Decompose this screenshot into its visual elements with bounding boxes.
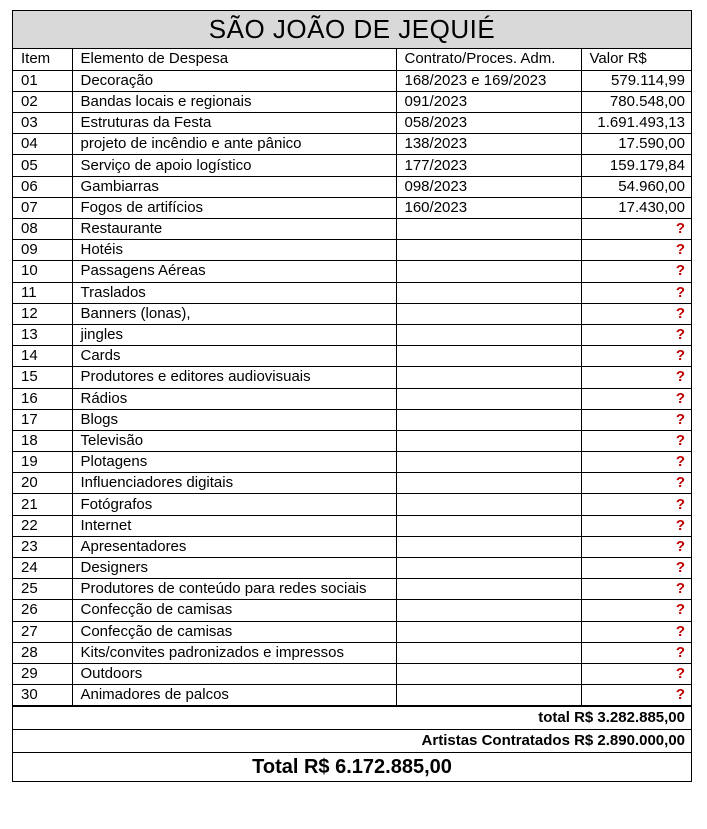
cell-element: Outdoors xyxy=(72,663,396,684)
cell-contract xyxy=(396,642,581,663)
table-row xyxy=(13,70,691,91)
cell-contract xyxy=(396,324,581,345)
cell-item: 15 xyxy=(13,367,72,388)
cell-value: ? xyxy=(581,452,691,473)
cell-item: 22 xyxy=(13,515,72,536)
cell-item: 29 xyxy=(13,663,72,684)
cell-contract xyxy=(396,219,581,240)
cell-element: Bandas locais e regionais xyxy=(72,91,396,112)
cell-contract: 160/2023 xyxy=(396,197,581,218)
cell-element: Restaurante xyxy=(72,219,396,240)
cell-contract xyxy=(396,388,581,409)
expense-table xyxy=(13,49,691,706)
cell-value: 1.691.493,13 xyxy=(581,113,691,134)
cell-value: ? xyxy=(581,303,691,324)
table-row xyxy=(13,558,691,579)
table-row xyxy=(13,579,691,600)
header-value: Valor R$ xyxy=(581,49,691,70)
cell-element: Hotéis xyxy=(72,240,396,261)
cell-value: ? xyxy=(581,642,691,663)
subtotal-row: total R$ 3.282.885,00 xyxy=(13,706,691,729)
table-row xyxy=(13,430,691,451)
table-row xyxy=(13,494,691,515)
cell-value: 780.548,00 xyxy=(581,91,691,112)
cell-contract: 058/2023 xyxy=(396,113,581,134)
cell-value: ? xyxy=(581,663,691,684)
cell-contract xyxy=(396,621,581,642)
cell-item: 16 xyxy=(13,388,72,409)
cell-element: projeto de incêndio e ante pânico xyxy=(72,134,396,155)
cell-value: ? xyxy=(581,473,691,494)
cell-item: 27 xyxy=(13,621,72,642)
table-row xyxy=(13,452,691,473)
cell-element: Confecção de camisas xyxy=(72,621,396,642)
cell-value: 54.960,00 xyxy=(581,176,691,197)
table-row xyxy=(13,346,691,367)
cell-value: 17.430,00 xyxy=(581,197,691,218)
expense-sheet xyxy=(12,10,692,782)
cell-value: ? xyxy=(581,558,691,579)
cell-contract xyxy=(396,346,581,367)
cell-item: 01 xyxy=(13,70,72,91)
table-row xyxy=(13,324,691,345)
cell-value: ? xyxy=(581,621,691,642)
cell-element: Plotagens xyxy=(72,452,396,473)
table-row xyxy=(13,197,691,218)
cell-contract: 098/2023 xyxy=(396,176,581,197)
cell-item: 26 xyxy=(13,600,72,621)
cell-item: 24 xyxy=(13,558,72,579)
cell-value: ? xyxy=(581,579,691,600)
grand-total-row: Total R$ 6.172.885,00 xyxy=(13,752,691,781)
cell-item: 04 xyxy=(13,134,72,155)
cell-item: 12 xyxy=(13,303,72,324)
table-row xyxy=(13,600,691,621)
cell-value: 159.179,84 xyxy=(581,155,691,176)
cell-element: Serviço de apoio logístico xyxy=(72,155,396,176)
cell-item: 28 xyxy=(13,642,72,663)
cell-contract xyxy=(396,430,581,451)
cell-element: Confecção de camisas xyxy=(72,600,396,621)
cell-value: ? xyxy=(581,240,691,261)
table-row xyxy=(13,303,691,324)
cell-element: Designers xyxy=(72,558,396,579)
cell-element: jingles xyxy=(72,324,396,345)
cell-element: Cards xyxy=(72,346,396,367)
cell-value: ? xyxy=(581,346,691,367)
cell-contract xyxy=(396,282,581,303)
cell-element: Fogos de artifícios xyxy=(72,197,396,218)
table-row xyxy=(13,515,691,536)
cell-item: 30 xyxy=(13,685,72,706)
cell-item: 05 xyxy=(13,155,72,176)
cell-element: Televisão xyxy=(72,430,396,451)
cell-contract: 138/2023 xyxy=(396,134,581,155)
cell-contract xyxy=(396,536,581,557)
cell-element: Animadores de palcos xyxy=(72,685,396,706)
cell-contract: 168/2023 e 169/2023 xyxy=(396,70,581,91)
cell-item: 19 xyxy=(13,452,72,473)
cell-contract xyxy=(396,367,581,388)
table-row xyxy=(13,113,691,134)
cell-contract: 177/2023 xyxy=(396,155,581,176)
cell-item: 09 xyxy=(13,240,72,261)
cell-item: 25 xyxy=(13,579,72,600)
table-row xyxy=(13,685,691,706)
cell-value: ? xyxy=(581,536,691,557)
expense-rows xyxy=(13,70,691,706)
header-item: Item xyxy=(13,49,72,70)
cell-item: 21 xyxy=(13,494,72,515)
table-row xyxy=(13,536,691,557)
cell-contract xyxy=(396,473,581,494)
cell-element: Estruturas da Festa xyxy=(72,113,396,134)
table-row xyxy=(13,642,691,663)
cell-contract xyxy=(396,494,581,515)
header-row xyxy=(13,49,691,70)
cell-item: 20 xyxy=(13,473,72,494)
cell-contract xyxy=(396,515,581,536)
cell-contract xyxy=(396,240,581,261)
cell-item: 18 xyxy=(13,430,72,451)
cell-value: ? xyxy=(581,409,691,430)
cell-value: ? xyxy=(581,282,691,303)
cell-element: Traslados xyxy=(72,282,396,303)
cell-value: ? xyxy=(581,494,691,515)
table-row xyxy=(13,367,691,388)
cell-item: 23 xyxy=(13,536,72,557)
cell-item: 07 xyxy=(13,197,72,218)
table-row xyxy=(13,219,691,240)
cell-value: ? xyxy=(581,324,691,345)
cell-contract xyxy=(396,558,581,579)
cell-element: Produtores e editores audiovisuais xyxy=(72,367,396,388)
cell-contract xyxy=(396,579,581,600)
cell-element: Gambiarras xyxy=(72,176,396,197)
cell-value: 579.114,99 xyxy=(581,70,691,91)
cell-contract xyxy=(396,663,581,684)
artists-row: Artistas Contratados R$ 2.890.000,00 xyxy=(13,729,691,752)
cell-value: ? xyxy=(581,685,691,706)
cell-element: Rádios xyxy=(72,388,396,409)
table-row xyxy=(13,409,691,430)
cell-element: Fotógrafos xyxy=(72,494,396,515)
cell-value: ? xyxy=(581,367,691,388)
cell-contract xyxy=(396,452,581,473)
header-element: Elemento de Despesa xyxy=(72,49,396,70)
table-row xyxy=(13,663,691,684)
table-row xyxy=(13,134,691,155)
table-row xyxy=(13,282,691,303)
cell-item: 14 xyxy=(13,346,72,367)
cell-value: ? xyxy=(581,219,691,240)
cell-element: Blogs xyxy=(72,409,396,430)
table-row xyxy=(13,473,691,494)
cell-contract: 091/2023 xyxy=(396,91,581,112)
cell-item: 17 xyxy=(13,409,72,430)
cell-element: Internet xyxy=(72,515,396,536)
table-row xyxy=(13,155,691,176)
table-row xyxy=(13,240,691,261)
cell-value: ? xyxy=(581,261,691,282)
cell-element: Passagens Aéreas xyxy=(72,261,396,282)
cell-item: 06 xyxy=(13,176,72,197)
cell-value: ? xyxy=(581,600,691,621)
cell-element: Influenciadores digitais xyxy=(72,473,396,494)
cell-contract xyxy=(396,303,581,324)
cell-item: 08 xyxy=(13,219,72,240)
cell-value: ? xyxy=(581,388,691,409)
cell-value: ? xyxy=(581,430,691,451)
table-row xyxy=(13,176,691,197)
cell-element: Decoração xyxy=(72,70,396,91)
cell-element: Produtores de conteúdo para redes sociais xyxy=(72,579,396,600)
cell-value: 17.590,00 xyxy=(581,134,691,155)
cell-element: Banners (lonas), xyxy=(72,303,396,324)
cell-item: 13 xyxy=(13,324,72,345)
sheet-title: SÃO JOÃO DE JEQUIÉ xyxy=(13,11,691,49)
cell-item: 10 xyxy=(13,261,72,282)
cell-element: Kits/convites padronizados e impressos xyxy=(72,642,396,663)
cell-element: Apresentadores xyxy=(72,536,396,557)
table-row xyxy=(13,91,691,112)
table-row xyxy=(13,388,691,409)
table-row xyxy=(13,261,691,282)
cell-contract xyxy=(396,261,581,282)
cell-contract xyxy=(396,685,581,706)
cell-contract xyxy=(396,409,581,430)
cell-value: ? xyxy=(581,515,691,536)
table-row xyxy=(13,621,691,642)
cell-item: 03 xyxy=(13,113,72,134)
cell-item: 02 xyxy=(13,91,72,112)
header-contract: Contrato/Proces. Adm. xyxy=(396,49,581,70)
cell-item: 11 xyxy=(13,282,72,303)
cell-contract xyxy=(396,600,581,621)
